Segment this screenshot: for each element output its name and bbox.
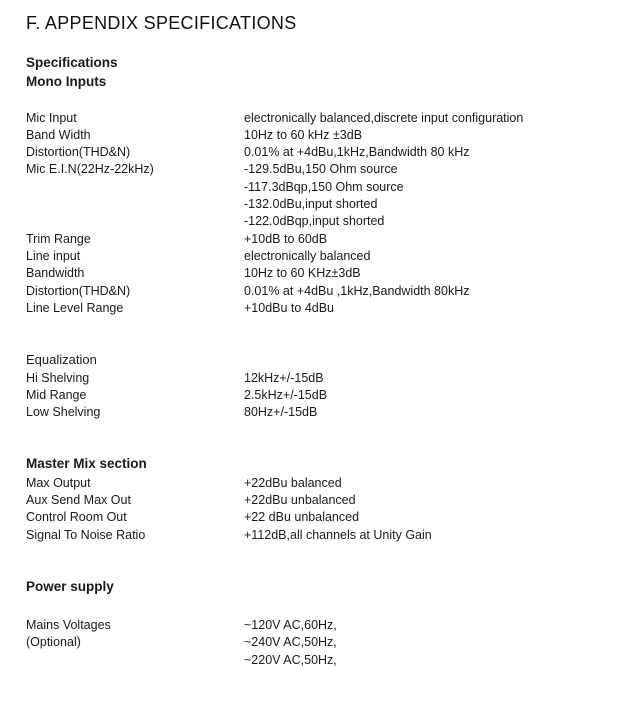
- spec-value: -129.5dBu,150 Ohm source: [244, 162, 398, 176]
- spec-row: [0, 110, 628, 127]
- spec-value: +22 dBu unbalanced: [244, 510, 360, 524]
- spec-label: Band Width: [26, 128, 91, 142]
- spec-value: 10Hz to 60 kHz ±3dB: [244, 128, 363, 142]
- spec-row: [0, 248, 628, 265]
- spec-label: Mid Range: [26, 388, 87, 402]
- spec-value: 0.01% at +4dBu ,1kHz,Bandwidth 80kHz: [244, 284, 470, 298]
- spec-value: 10Hz to 60 KHz±3dB: [244, 266, 361, 280]
- spec-label: Low Shelving: [26, 405, 101, 419]
- spec-row: [0, 370, 628, 387]
- spec-value: 2.5kHz+/-15dB: [244, 388, 328, 402]
- spec-value: electronically balanced,discrete input configuration: [244, 111, 524, 125]
- spec-row: [0, 509, 628, 526]
- spec-value: +10dBu to 4dBu: [244, 301, 335, 315]
- spec-label: Hi Shelving: [26, 371, 90, 385]
- spec-row: [0, 634, 628, 651]
- spec-label: Control Room Out: [26, 510, 127, 524]
- spec-value: 12kHz+/-15dB: [244, 371, 324, 385]
- spec-value: ~220V AC,50Hz,: [244, 653, 337, 667]
- spec-row: [0, 652, 628, 669]
- mono-inputs-heading: Mono Inputs: [26, 74, 107, 89]
- spec-value: 80Hz+/-15dB: [244, 405, 318, 419]
- spec-row: [0, 527, 628, 544]
- spec-label: Aux Send Max Out: [26, 493, 131, 507]
- spec-value: -122.0dBqp,input shorted: [244, 214, 385, 228]
- spec-row: [0, 387, 628, 404]
- spec-row: [0, 127, 628, 144]
- spec-value: +22dBu balanced: [244, 476, 342, 490]
- spec-row: [0, 283, 628, 300]
- spec-row: [0, 617, 628, 634]
- specifications-heading: Specifications: [26, 55, 118, 70]
- spec-value: -117.3dBqp,150 Ohm source: [244, 180, 404, 194]
- spec-value: electronically balanced: [244, 249, 371, 263]
- spec-row: [0, 475, 628, 492]
- spec-label: Mains Voltages: [26, 618, 111, 632]
- spec-value: -132.0dBu,input shorted: [244, 197, 378, 211]
- spec-label: Max Output: [26, 476, 91, 490]
- spec-value: ~120V AC,60Hz,: [244, 618, 337, 632]
- spec-label: Trim Range: [26, 232, 91, 246]
- spec-value: +112dB,all channels at Unity Gain: [244, 528, 432, 542]
- spec-label: Line input: [26, 249, 81, 263]
- master-mix-heading: Master Mix section: [26, 456, 147, 471]
- spec-row: [0, 404, 628, 421]
- spec-value: 0.01% at +4dBu,1kHz,Bandwidth 80 kHz: [244, 145, 470, 159]
- spec-label: Mic Input: [26, 111, 77, 125]
- spec-row: [0, 144, 628, 161]
- spec-row: [0, 231, 628, 248]
- spec-label: Signal To Noise Ratio: [26, 528, 146, 542]
- spec-value: +22dBu unbalanced: [244, 493, 356, 507]
- spec-label: Mic E.I.N(22Hz-22kHz): [26, 162, 154, 176]
- spec-row: [0, 179, 628, 196]
- spec-row: [0, 213, 628, 230]
- spec-label: Line Level Range: [26, 301, 124, 315]
- spec-row: [0, 265, 628, 282]
- spec-label: Bandwidth: [26, 266, 85, 280]
- spec-label: Distortion(THD&N): [26, 284, 131, 298]
- spec-row: [0, 492, 628, 509]
- spec-label: Distortion(THD&N): [26, 145, 131, 159]
- page-title: F. APPENDIX SPECIFICATIONS: [26, 13, 297, 33]
- power-supply-heading: Power supply: [26, 579, 114, 594]
- spec-value: +10dB to 60dB: [244, 232, 328, 246]
- spec-row: [0, 161, 628, 178]
- spec-value: ~240V AC,50Hz,: [244, 635, 337, 649]
- spec-label: (Optional): [26, 635, 81, 649]
- equalization-heading: Equalization: [26, 352, 97, 367]
- spec-row: [0, 196, 628, 213]
- spec-row: [0, 300, 628, 317]
